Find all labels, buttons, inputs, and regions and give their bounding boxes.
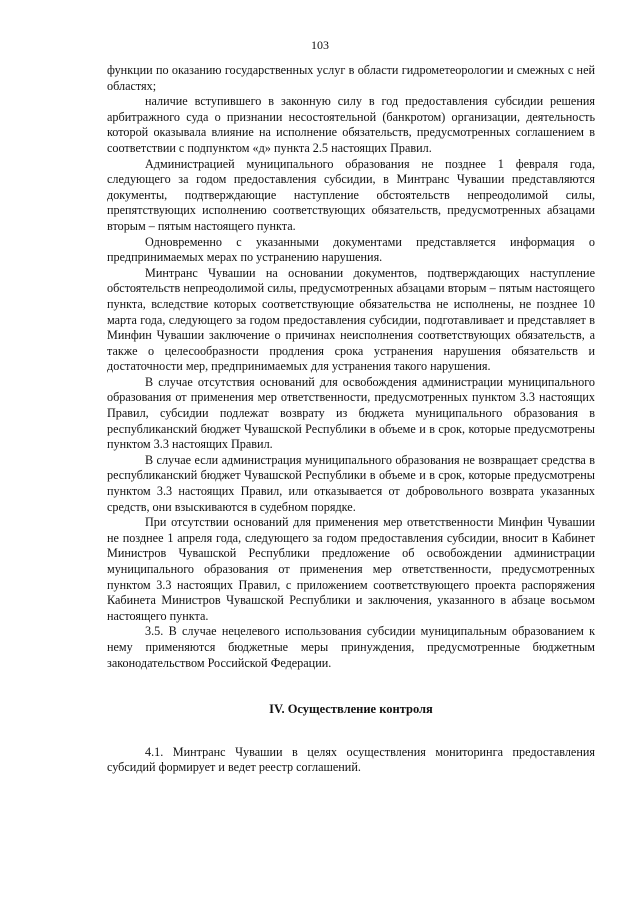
paragraph-minfin-proposal: При отсутствии оснований для применения мер ответственности Минфин Чувашии не позднее 1 апреля года, следующего за годом предоставления субсидии, вносит в Кабинет Министров Чувашской Республики предложение об освобождении администрации муниципального образования от применения мер ответственности, предусмотренных пунктом 3.3 настоящих Правил, с приложением соответствующего проекта распоряжения Кабинета Министров Чувашской Республики и заключения, указанного в абзаце восьмом настоящего пункта. — [107, 515, 595, 623]
section-heading: IV. Осуществление контроля — [269, 702, 433, 717]
document-body — [107, 63, 595, 776]
paragraph-continued: функции по оказанию государственных услуг в области гидрометеорологии и смежных с ней областях; — [107, 63, 595, 93]
paragraph-court-recovery: В случае если администрация муниципального образования не возвращает средства в республиканский бюджет Чувашской Республики в объеме и в срок, которые предусмотрены пунктом 3.3 настоящих Правил, или отказывается от добровольного возврата указанных средств, они взыскиваются в судебном порядке. — [107, 452, 595, 514]
paragraph-registry: 4.1. Минтранс Чувашии в целях осуществления мониторинга предоставления субсидий формирует и ведет реестр соглашений. — [107, 744, 595, 775]
paragraph-mintrans-conclusion: Минтранс Чувашии на основании документов, подтверждающих наступление обстоятельств непреодолимой силы, предусмотренных абзацами вторым – пятым настоящего пункта, вследствие которых соответствующие обязательства не исполнены, не позднее 10 марта года, следующего за годом предоставления субсидии, подготавливает и представляет в Минфин Чувашии заключение о причинах неисполнения соответствующих обязательств, а также о целесообразности продления срока устранения нарушения обязательств и достаточности мер, предпринимаемых для устранения такого нарушения. — [107, 265, 595, 374]
paragraph-bankruptcy: наличие вступившего в законную силу в год предоставления субсидии решения арбитражного суда о признании несостоятельной (банкротом) организации, деятельность которой оказывала влияние на исполнение обязательств, предусмотренных соглашением в соответствии с подпунктом «д» пункта 2.5 настоящих Правил. — [107, 94, 595, 155]
paragraph-measures-info: Одновременно с указанными документами представляется информация о предпринимаемых мерах по устранению нарушения. — [107, 234, 595, 265]
page-number: 103 — [311, 38, 329, 52]
paragraph-documents-deadline: Администрацией муниципального образования не позднее 1 февраля года, следующего за годом предоставления субсидии, в Минтранс Чувашии представляются документы, подтверждающие наступление обстоятельств непреодолимой силы, препятствующих исполнению соответствующих обязательств, предусмотренных абзацами вторым – пятым настоящего пункта. — [107, 156, 595, 233]
paragraph-misuse-measures: 3.5. В случае нецелевого использования субсидии муниципальным образованием к нему применяются бюджетные меры принуждения, предусмотренные бюджетным законодательством Российской Федерации. — [107, 624, 595, 670]
paragraph-refund-obligation: В случае отсутствия оснований для освобождения администрации муниципального образования от применения мер ответственности, предусмотренных пунктом 3.3 настоящих Правил, субсидии подлежат возврату из бюджета муниципального образования в республиканский бюджет Чувашской Республики в объеме и в срок, которые предусмотрены пунктом 3.3 настоящих Правил. — [107, 374, 595, 452]
